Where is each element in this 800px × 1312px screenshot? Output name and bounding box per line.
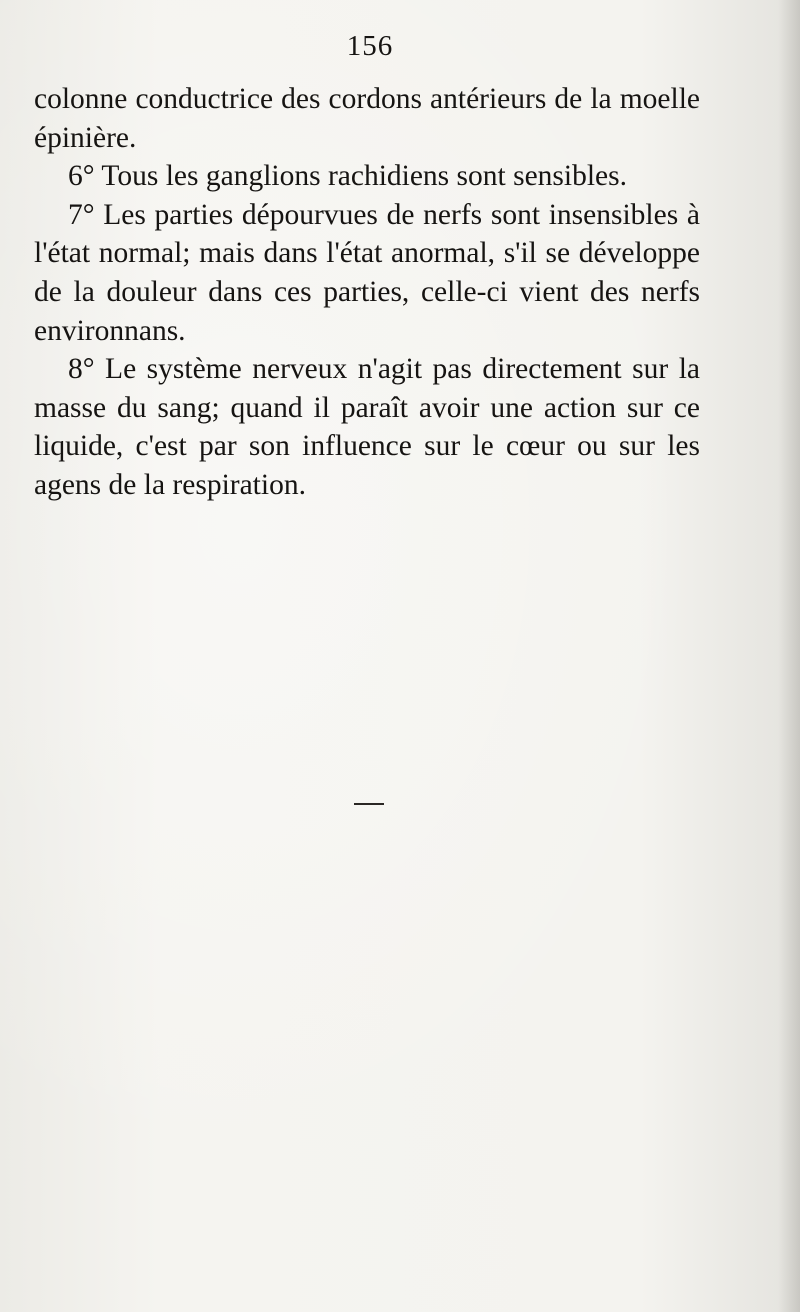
paragraph-item-7: 7° Les parties dépourvues de nerfs sont insensibles à l'état normal; mais dans l'état anormal, s'il se développe de la douleur dans ces parties, celle-ci vient des nerfs environnans. [34, 198, 700, 347]
page-edge-shadow [778, 0, 800, 1312]
paragraph-item-8: 8° Le système nerveux n'agit pas directement sur la masse du sang; quand il paraît avoir une action sur ce liquide, c'est par son influence sur le cœur ou sur les agens de la respiration. [34, 353, 700, 501]
paragraph-continuation: colonne conductrice des cordons antérieurs de la moelle épinière. [34, 83, 700, 154]
body-text [34, 80, 700, 505]
section-end-rule [354, 803, 384, 805]
paragraph-item-6: 6° Tous les ganglions rachidiens sont sensibles. [68, 160, 627, 193]
page-number: 156 [346, 30, 394, 62]
